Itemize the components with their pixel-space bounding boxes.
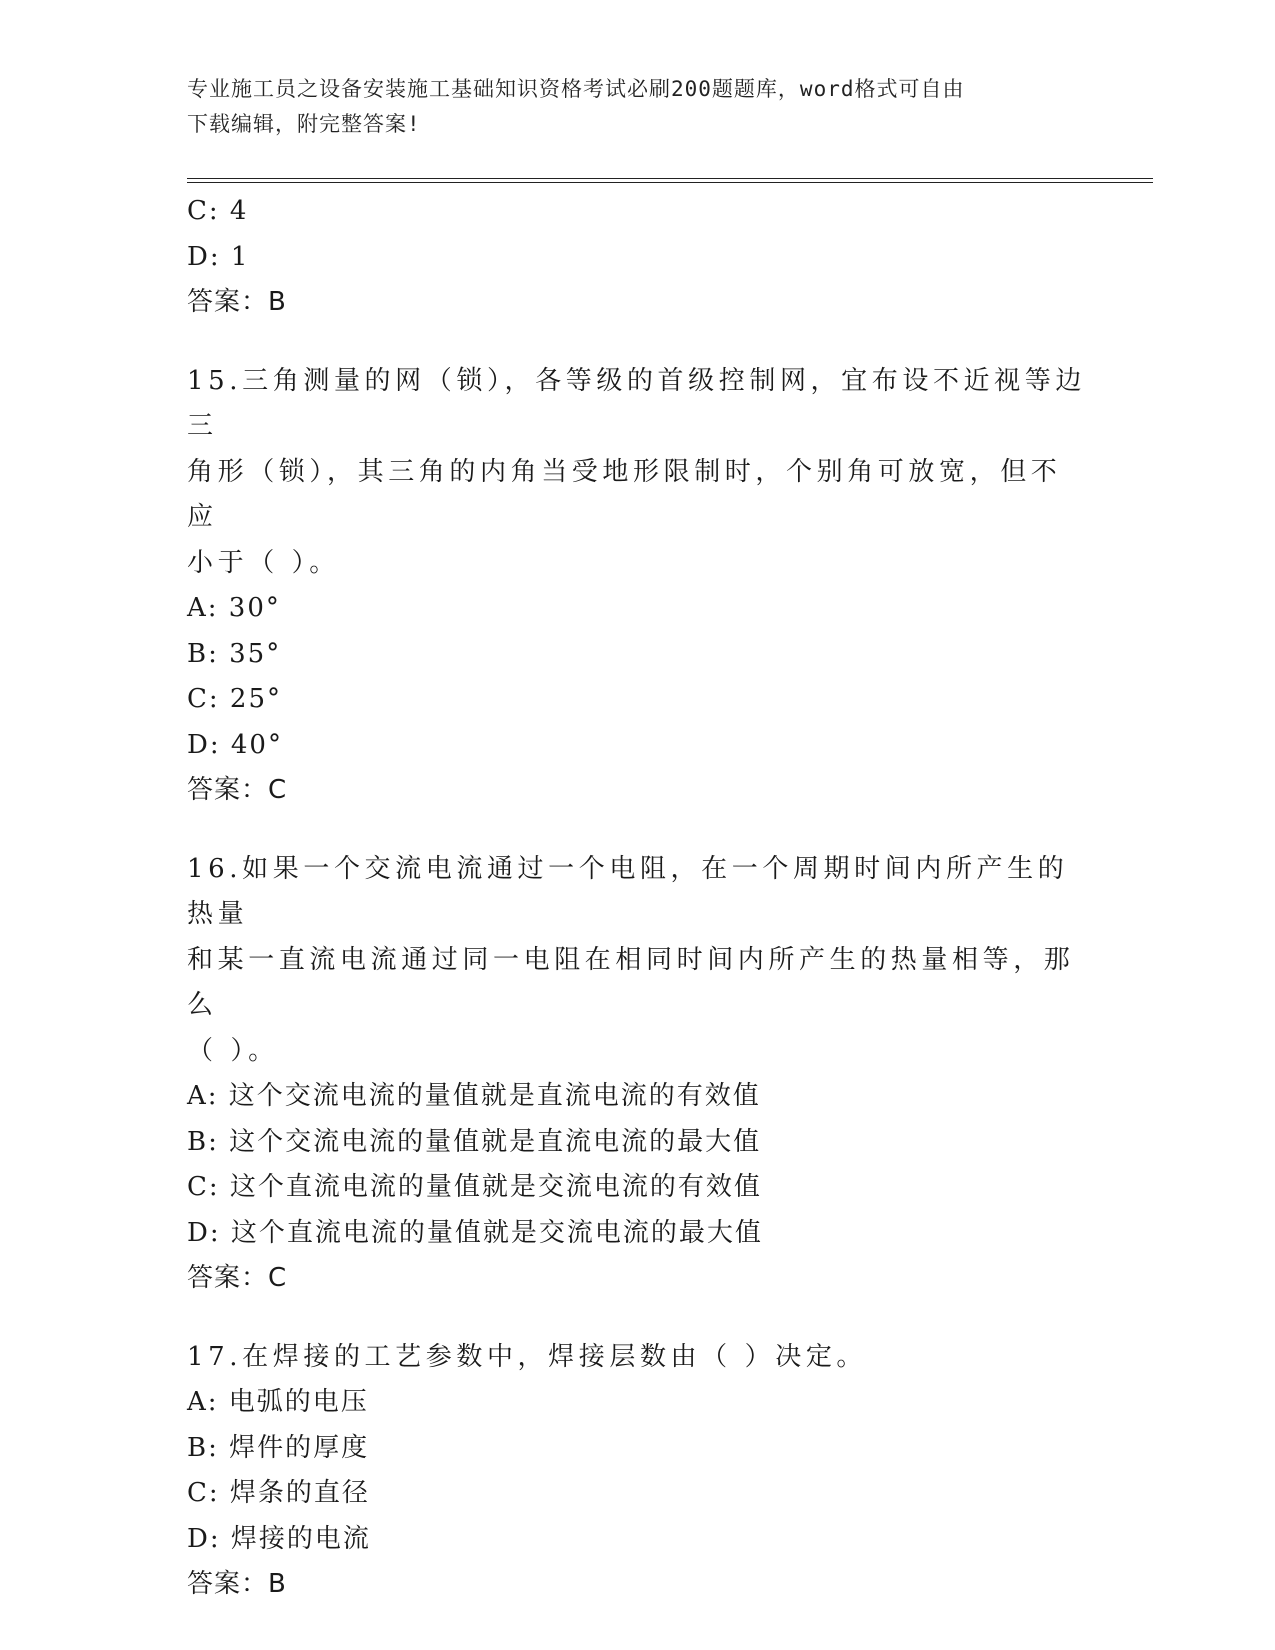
question-stem-line: 17.在焊接的工艺参数中，焊接层数由（ ）决定。 [187,1341,868,1372]
option-d: D: 这个直流电流的量值就是交流电流的最大值 [187,1217,763,1248]
option-d: D: 40° [187,729,283,760]
option-a: A: 这个交流电流的量值就是直流电流的有效值 [187,1081,761,1111]
answer-line: 答案：C [187,1263,288,1293]
answer-line: 答案：B [187,1569,287,1599]
option-b: B: 这个交流电流的量值就是直流电流的最大值 [187,1126,762,1157]
question-15 [187,359,1087,814]
question-stem-line: 和某一直流电流通过同一电阻在相同时间内所产生的热量相等，那么 [187,944,1075,1020]
question-stem-line: 15.三角测量的网（锁），各等级的首级控制网，宜布设不近视等边三 [187,365,1086,441]
question-stem-line: 角形（锁），其三角的内角当受地形限制时，个别角可放宽，但不应 [187,456,1062,532]
option-b: B: 焊件的厚度 [187,1432,370,1463]
option-a: A: 电弧的电压 [187,1387,369,1417]
header-divider [187,178,1153,179]
header-divider [187,182,1153,183]
page-header [187,72,1067,142]
answer-line: 答案：C [187,775,288,805]
option-c: C: 25° [187,684,283,714]
option-a: A: 30° [187,593,281,623]
question-stem-line: （ ）。 [187,1035,279,1066]
option-c: C: 4 [187,196,249,226]
previous-question-tail [187,189,1087,326]
question-stem-line: 小于（ ）。 [187,547,340,578]
question-16 [187,847,1087,1302]
option-b: B: 35° [187,638,282,669]
question-17 [187,1335,1087,1608]
option-d: D: 焊接的电流 [187,1523,371,1554]
option-c: C: 这个直流电流的量值就是交流电流的有效值 [187,1172,762,1202]
answer-line: 答案：B [187,287,287,317]
question-stem-line: 16.如果一个交流电流通过一个电阻，在一个周期时间内所产生的热量 [187,853,1069,929]
option-d: D: 1 [187,241,250,272]
header-line-2: 下载编辑，附完整答案! [187,112,421,136]
header-line-1: 专业施工员之设备安装施工基础知识资格考试必刷200题题库，word格式可自由 [187,77,965,101]
question-list [187,189,1087,1608]
option-c: C: 焊条的直径 [187,1478,370,1508]
